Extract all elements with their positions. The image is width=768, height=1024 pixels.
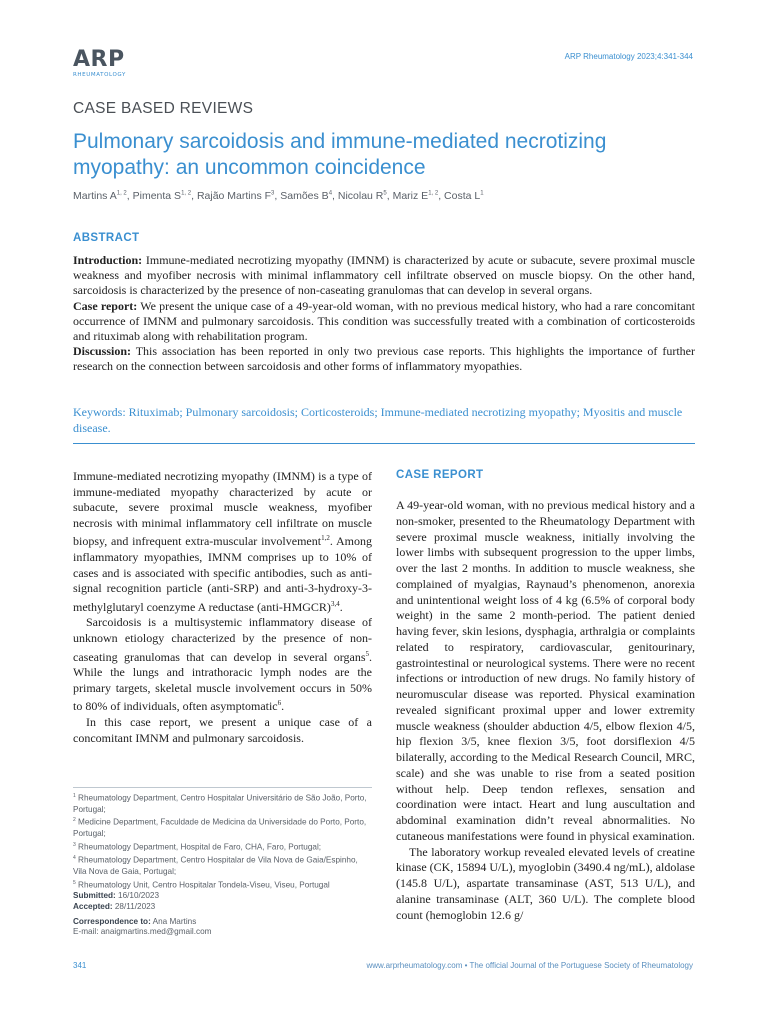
accepted-value: 28/11/2023 bbox=[112, 901, 156, 911]
affiliation-text: Medicine Department, Faculdade de Medicina da Universidade do Porto, Porto, Portugal; bbox=[73, 818, 367, 838]
citation: 6 bbox=[277, 699, 282, 708]
author-separator: , bbox=[332, 190, 338, 202]
keywords-text: Rituximab; Pulmonary sarcoidosis; Corticosteroids; Immune-mediated necrotizing myopathy; Myositis and muscle disease. bbox=[73, 405, 683, 435]
text-run: Immune-mediated necrotizing myopathy (IMNM) is a type of immune-mediated myopathy characterized by acute or subacute, severe proximal muscle weakness, myofiber necrosis with minimal inflammatory cell infiltrate on muscle biopsy, and infrequent extra-muscular involvement bbox=[73, 469, 372, 549]
journal-logo bbox=[73, 47, 143, 78]
correspondence-label: Correspondence to: bbox=[73, 916, 151, 926]
affiliation-item bbox=[73, 840, 372, 854]
author-separator: , bbox=[126, 190, 133, 202]
section-label: CASE BASED REVIEWS bbox=[73, 100, 254, 117]
author-affiliation: 4 bbox=[328, 190, 333, 197]
author-separator: , bbox=[386, 190, 393, 202]
submitted-value: 16/10/2023 bbox=[115, 891, 160, 901]
author-name: Martins A bbox=[73, 190, 117, 202]
intro-label: Introduction: bbox=[73, 253, 143, 267]
accepted-label: Accepted: bbox=[73, 901, 113, 911]
case-report-heading: CASE REPORT bbox=[396, 469, 484, 481]
footnotes bbox=[73, 791, 372, 938]
abstract-introduction bbox=[73, 253, 695, 299]
author-affiliation: 1, 2 bbox=[428, 190, 439, 197]
affiliation-item bbox=[73, 878, 372, 892]
author-affiliation: 3 bbox=[271, 190, 275, 197]
author-separator: , bbox=[274, 190, 281, 202]
abstract-case-report bbox=[73, 299, 695, 345]
page-number: 341 bbox=[73, 961, 87, 970]
citation: 1,2 bbox=[321, 534, 330, 543]
running-head: ARP Rheumatology 2023;4:341-344 bbox=[564, 52, 693, 61]
introduction-column bbox=[73, 469, 372, 746]
author-name: Mariz E bbox=[392, 190, 429, 202]
intro-text: Immune-mediated necrotizing myopathy (IMNM) is characterized by acute or subacute, severe proximal muscle weakness and myofiber necrosis with minimal inflammatory cell infiltrate observed on muscle biopsy. On the other hand, sarcoidosis is characterized by the presence of non-caseating granulomas that can develop in several organs. bbox=[73, 253, 695, 298]
author-name: Samões B bbox=[280, 190, 329, 202]
author-name: Rajão Martins F bbox=[196, 190, 272, 202]
affiliation-text: Rheumatology Unit, Centro Hospitalar Tondela-Viseu, Viseu, Portugal bbox=[75, 880, 330, 890]
case-paragraph-1: A 49-year-old woman, with no previous medical history and a non-smoker, presented to the Rheumatology Department with severe proximal muscle weakness, initially involving the lower limbs with subsequent progression to the upper limbs, over the last 2 months. In addition to muscle weakness, she complained of myalgias, Raynaud’s phenomenon, anorexia and unintentional weight loss of 4 kg (6.5% of corporal body weight) in the same 2 month-period. The patient denied having fever, skin lesions, dysphagia, arthralgia or complaints related to respiratory, cardiovascular, genitourinary, gastrointestinal or neurological systems. There were no recent infections or introduction of new drugs. No family history of neuromuscular disease was reported. Physical examination revealed significant proximal upper and lower extremity muscle weakness (shoulder abduction 4/5, elbow flexion 4/5, hip flexion 3/5, knee flexion 3/5, foot dorsiflexion 4/5 bilaterally, according to the Medical Research Council, MRC, scale) and she was unable to rise from a seated position without help. Deep tendon reflexes, sensation and coordination were intact. Heart and lung auscultation and abdominal examination didn’t reveal abnormalities. No cutaneous manifestations were found in physical examination. bbox=[396, 498, 695, 843]
accepted-date bbox=[73, 902, 372, 913]
author-list bbox=[73, 190, 693, 202]
text-run: . bbox=[281, 699, 285, 714]
affiliation-item bbox=[73, 791, 372, 815]
affiliation-text: Rheumatology Department, Hospital de Faro, CHA, Faro, Portugal; bbox=[75, 842, 322, 852]
affiliation-number: 1 bbox=[73, 793, 76, 799]
affiliation-list bbox=[73, 791, 372, 891]
author-separator: , bbox=[191, 190, 197, 202]
case-paragraph-2: The laboratory workup revealed elevated levels of creatine kinase (CK, 15894 U/L), myoglobin (3490.4 ng/mL), aldolase (145.8 U/L), aspartate transaminase (AST, 513 U/L), and alanine transaminase (ALT, 360 U/L). The complete blood count (hemoglobin 12.6 g/ bbox=[396, 844, 695, 922]
logo-subtitle: RHEUMATOLOGY bbox=[73, 72, 126, 78]
abstract-discussion bbox=[73, 344, 695, 374]
citation: 5 bbox=[365, 649, 369, 658]
logo-wordmark: ARP bbox=[73, 47, 125, 72]
abstract-body bbox=[73, 253, 695, 375]
citation: 3,4 bbox=[330, 599, 340, 608]
affiliation-item bbox=[73, 853, 372, 877]
affiliation-number: 3 bbox=[73, 841, 76, 848]
abstract-heading: ABSTRACT bbox=[73, 232, 140, 244]
affiliation-text: Rheumatology Department, Centro Hospitalar Universitário de São João, Porto, Portugal; bbox=[73, 793, 367, 814]
abstract-divider bbox=[73, 443, 695, 444]
submitted-date bbox=[73, 891, 372, 902]
intro-paragraph-2 bbox=[73, 615, 372, 715]
author-affiliation: 5 bbox=[383, 190, 387, 197]
text-run: . bbox=[339, 599, 343, 614]
keywords-label: Keywords: bbox=[73, 405, 126, 419]
intro-paragraph-1 bbox=[73, 469, 372, 615]
affiliation-number: 4 bbox=[73, 855, 76, 862]
intro-paragraph-3: In this case report, we present a unique case of a concomitant IMNM and pulmonary sarcoidosis. bbox=[73, 714, 372, 745]
footnote-rule bbox=[73, 787, 372, 788]
author-name: Costa L bbox=[444, 190, 481, 202]
text-run: . While the lungs and intrathoracic lymph nodes are the primary targets, skeletal muscle involvement occurs in 50% to 80% of individuals, often asymptomatic bbox=[73, 649, 372, 714]
correspondence bbox=[73, 917, 372, 928]
author-affiliation: 1, 2 bbox=[116, 190, 127, 197]
affiliation-number: 2 bbox=[73, 817, 76, 824]
discussion-text: This association has been reported in only two previous case reports. This highlights the importance of further research on the connection between sarcoidosis and other forms of inflammatory myopathies. bbox=[73, 344, 695, 374]
text-run: . Among inflammatory myopathies, IMNM comprises up to 10% of cases and is associated with specific antibodies, such as anti-signal recognition particle (anti-SRP) and anti-3-hydroxy-3-methylglutaryl coenzyme A reductase (anti-HMGCR) bbox=[73, 534, 372, 614]
author-name: Pimenta S bbox=[132, 190, 182, 202]
page-footer[interactable]: www.arprheumatology.com • The official Journal of the Portuguese Society of Rheumatology bbox=[366, 961, 693, 970]
keywords bbox=[73, 405, 695, 436]
affiliation-text: Rheumatology Department, Centro Hospitalar de Vila Nova de Gaia/Espinho, Vila Nova de Gaia, Portugal; bbox=[73, 855, 358, 876]
affiliation-item bbox=[73, 815, 372, 839]
text-run: Sarcoidosis is a multisystemic inflammatory disease of unknown etiology characterized by the presence of non-caseating granulomas that can develop in several organs bbox=[73, 615, 372, 664]
correspondence-value: Ana Martins bbox=[150, 916, 197, 926]
case-text: We present the unique case of a 49-year-old woman, with no previous medical history, who had a rare concomitant occurrence of IMNM and pulmonary sarcoidosis. This condition was successfully treated with a combination of corticosteroids and rituximab along with rehabilitation program. bbox=[73, 298, 696, 344]
case-report-column bbox=[396, 498, 695, 923]
article-title: Pulmonary sarcoidosis and immune-mediated necrotizing myopathy: an uncommon coincidence bbox=[73, 130, 607, 179]
correspondence-email[interactable]: E-mail: anaigmartins.med@gmail.com bbox=[73, 927, 212, 937]
author-affiliation: 1, 2 bbox=[181, 190, 192, 197]
author-affiliation: 1 bbox=[480, 190, 484, 197]
affiliation-number: 5 bbox=[73, 879, 76, 886]
submitted-label: Submitted: bbox=[73, 891, 116, 901]
author-name: Nicolau R bbox=[337, 190, 384, 202]
author-separator: , bbox=[438, 190, 445, 202]
discussion-label: Discussion: bbox=[73, 344, 132, 359]
case-label: Case report: bbox=[73, 298, 138, 313]
